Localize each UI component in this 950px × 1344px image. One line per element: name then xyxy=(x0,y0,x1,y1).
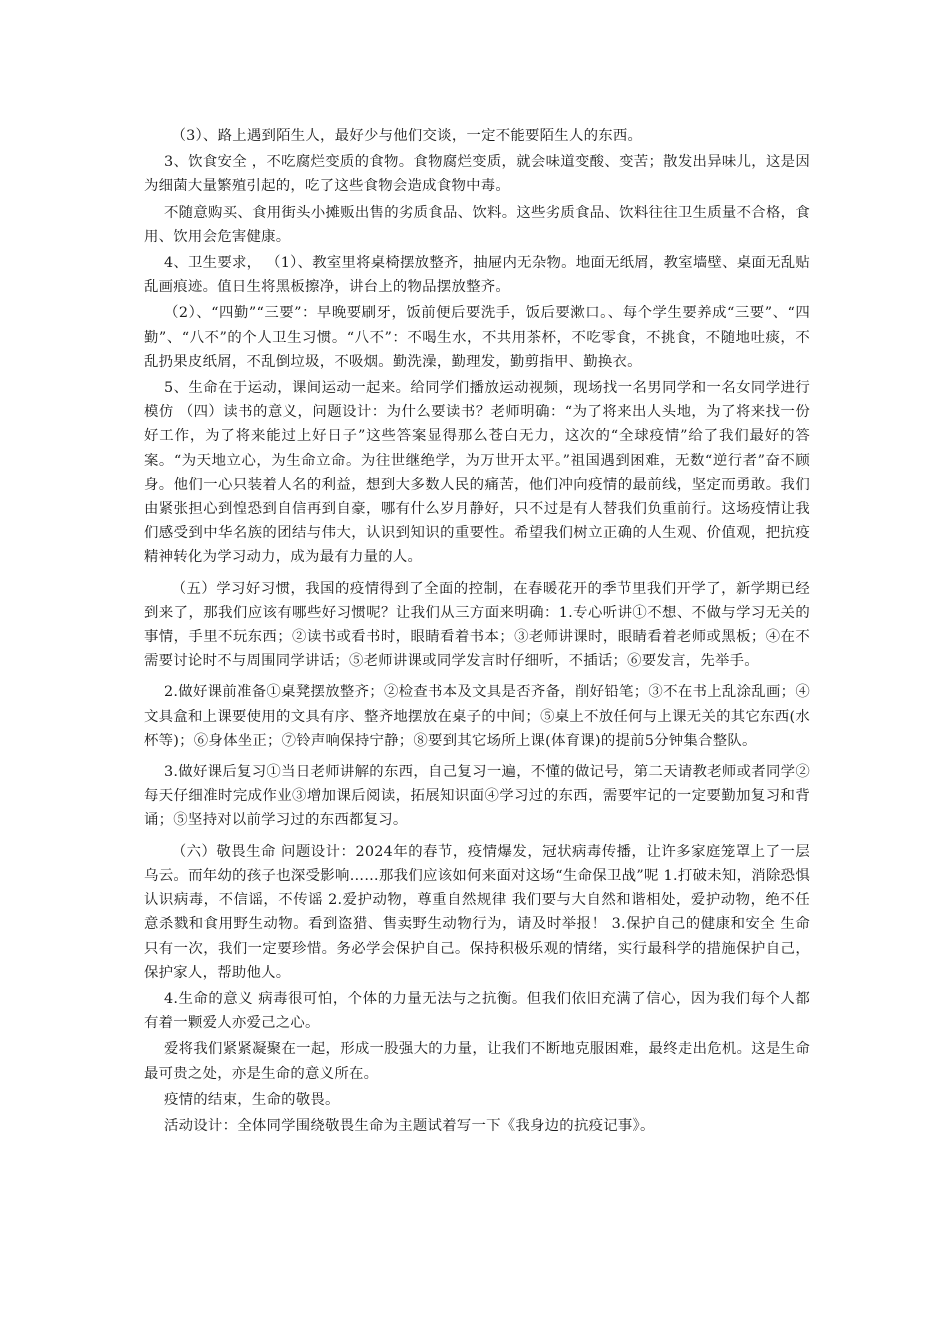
paragraph-hygiene-classroom: 4、卫生要求， （1）、教室里将桌椅摆放整齐，抽屉内无杂物。地面无纸屑，教室墙壁、桌面无乱贴乱画痕迹。值日生将黑板擦净，讲台上的物品摆放整齐。 xyxy=(144,255,810,296)
paragraph-stranger-safety: （3）、路上遇到陌生人，最好少与他们交谈，一定不能要陌生人的东西。 xyxy=(164,128,643,144)
document-page xyxy=(144,124,810,1140)
paragraph-exercise-reading: 5、生命在于运动，课间运动一起来。给同学们播放运动视频，现场找一名男同学和一名女同学进行模仿 （四）读书的意义，问题设计：为什么要读书？老师明确：“为了将来出人头地，为了将来找一份好工作，为了将来能过上好日子”这些答案显得那么苍白无力，这次的“全球疫情”给了我们最好的答案。“为天地立心，为生命立命。为往世继绝学，为万世开太平。”祖国遇到困难，无数“逆行者”奋不顾身。他们一心只装着人名的利益，想到大多数人民的痛苦，他们冲向疫情的最前线，坚定而勇敢。我们由紧张担心到惶恐到自信再到自豪，哪有什么岁月静好，只不过是有人替我们负重前行。这场疫情让我们感受到中华名族的团结与伟大，认识到知识的重要性。希望我们树立正确的人生观、价值观，把抗疫精神转化为学习动力，成为最有力量的人。 xyxy=(144,380,810,566)
paragraph-food-safety: 3、饮食安全 ，不吃腐烂变质的食物。食物腐烂变质，就会味道变酸、变苦；散发出异味儿，这是因为细菌大量繁殖引起的，吃了这些食物会造成食物中毒。 xyxy=(144,154,810,195)
paragraph-activity-design: 活动设计：全体同学围绕敬畏生命为主题试着写一下《我身边的抗疫记事》。 xyxy=(164,1117,655,1134)
paragraph-class-preparation: 2.做好课前准备①桌凳摆放整齐；②检查书本及文具是否齐备，削好铅笔；③不在书上乱涂乱画；④文具盒和上课要使用的文具有序、整齐地摆放在桌子的中间；⑤桌上不放任何与上课无关的其它东西(水杯等)；⑥身体坐正；⑦铃声响保持宁静；⑧要到其它场所上课(体育课)的提前5分钟集合整队。 xyxy=(144,684,810,749)
paragraph-street-food: 不随意购买、食用街头小摊贩出售的劣质食品、饮料。这些劣质食品、饮料往往卫生质量不合格，食用、饮用会危害健康。 xyxy=(144,204,810,245)
paragraph-study-habits: （五）学习好习惯，我国的疫情得到了全面的控制，在春暖花开的季节里我们开学了，新学期已经到来了，那我们应该有哪些好习惯呢？让我们从三方面来明确：1.专心听讲①不想、不做与学习无关的事情，手里不玩东西；②读书或看书时，眼睛看着书本；③老师讲课时，眼睛看着老师或黑板；④在不需要讨论时不与周围同学讲话；⑤老师讲课或同学发言时仔细听，不插话；⑥要发言，先举手。 xyxy=(144,580,810,670)
paragraph-end-of-epidemic: 疫情的结束，生命的敬畏。 xyxy=(164,1091,340,1108)
paragraph-love-unites: 爱将我们紧紧凝聚在一起，形成一股强大的力量，让我们不断地克服困难，最终走出危机。这是生命最可贵之处，亦是生命的意义所在。 xyxy=(144,1041,810,1082)
paragraph-hygiene-habits: （2）、“四勤”“三要”：早晚要刷牙，饭前便后要洗手，饭后要漱口。、每个学生要养成“三要”、“四勤”、“八不”的个人卫生习惯。“八不”：不喝生水，不共用茶杯，不吃零食，不挑食，不随地吐痰，不乱扔果皮纸屑，不乱倒垃圾，不吸烟。勤洗澡，勤理发，勤剪指甲、勤换衣。 xyxy=(144,305,810,370)
paragraph-respect-life: （六）敬畏生命 问题设计：2024年的春节，疫情爆发，冠状病毒传播，让许多家庭笼罩上了一层乌云。而年幼的孩子也深受影响……那我们应该如何来面对这场“生命保卫战”呢 1.打破未知，消除恐惧 认识病毒，不信谣，不传谣 2.爱护动物，尊重自然规律 我们要与大自然和谐相处，爱护动物，绝不任意杀戮和食用野生动物。看到盗猎、售卖野生动物行为，请及时举报！ 3.保护自己的健康和安全 生命只有一次，我们一定要珍惜。务必学会保护自己。保持积极乐观的情绪，实行最科学的措施保护自己，保护家人，帮助他人。 xyxy=(144,843,810,981)
paragraph-after-class-review: 3.做好课后复习①当日老师讲解的东西，自己复习一遍，不懂的做记号，第二天请教老师或者同学②每天仔细准时完成作业③增加课后阅读，拓展知识面④学习过的东西，需要牢记的一定要勤加复习和背诵；⑤坚持对以前学习过的东西都复习。 xyxy=(144,764,810,829)
paragraph-meaning-of-life: 4.生命的意义 病毒很可怕，个体的力量无法与之抗衡。但我们依旧充满了信心，因为我们每个人都有着一颗爱人亦爱己之心。 xyxy=(144,990,810,1032)
